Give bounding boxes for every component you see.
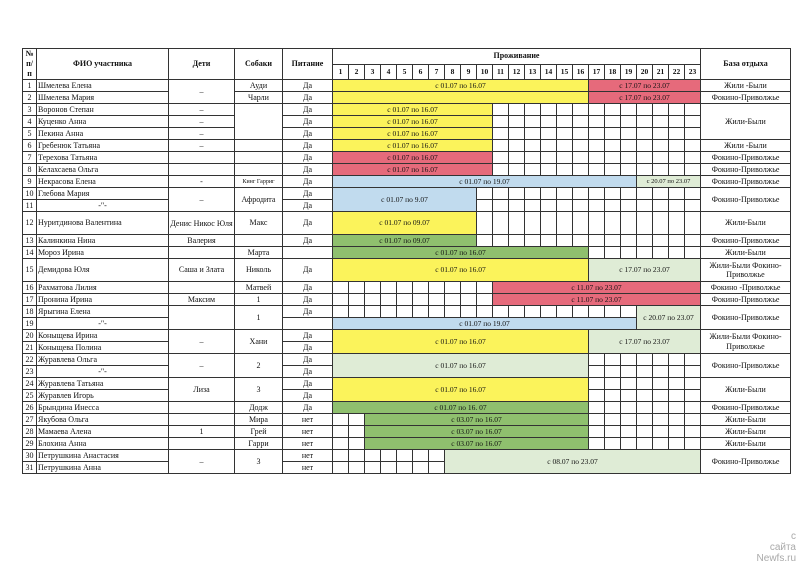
stay-bar: с 08.07 по 23.07 bbox=[445, 450, 701, 474]
day-header: 8 bbox=[445, 64, 461, 80]
day-header: 1 bbox=[333, 64, 349, 80]
table-row bbox=[23, 104, 791, 116]
day-header: 15 bbox=[557, 64, 573, 80]
stay-bar: с 01.07 по 16.07 bbox=[333, 259, 589, 282]
watermark-line-1: с bbox=[791, 531, 796, 542]
food-cell: Да bbox=[283, 366, 333, 378]
base-cell: Жили-Были bbox=[701, 378, 791, 402]
participant-name: Нуритдинова Валентина bbox=[37, 212, 169, 235]
stay-bar: с 01.07 по 9.07 bbox=[333, 188, 477, 212]
food-cell: Да bbox=[283, 212, 333, 235]
table-row bbox=[23, 152, 791, 164]
stay-bar: с 20.07 по 23.07 bbox=[637, 306, 701, 330]
dog-cell: 2 bbox=[235, 354, 283, 378]
row-number: 11 bbox=[23, 200, 37, 212]
row-number: 18 bbox=[23, 306, 37, 318]
stay-bar: с 01.07 по 16.07 bbox=[333, 247, 589, 259]
stay-bar bbox=[333, 92, 589, 104]
food-cell: Да bbox=[283, 235, 333, 247]
day-header: 12 bbox=[509, 64, 525, 80]
row-number: 15 bbox=[23, 259, 37, 282]
food-cell: Да bbox=[283, 342, 333, 354]
children-cell: Валерия bbox=[169, 235, 235, 247]
day-header: 7 bbox=[429, 64, 445, 80]
row-number: 3 bbox=[23, 104, 37, 116]
header-stay: Проживание bbox=[333, 49, 701, 65]
row-number: 5 bbox=[23, 128, 37, 140]
table-row bbox=[23, 247, 791, 259]
food-cell: Да bbox=[283, 354, 333, 366]
stay-bar: с 01.07 по 09.07 bbox=[333, 212, 477, 235]
food-cell: Да bbox=[283, 152, 333, 164]
stay-bar: с 01.07 по 19.07 bbox=[333, 176, 637, 188]
table-row bbox=[23, 259, 791, 282]
food-cell: Да bbox=[283, 128, 333, 140]
day-header: 9 bbox=[461, 64, 477, 80]
row-number: 23 bbox=[23, 366, 37, 378]
row-number: 20 bbox=[23, 330, 37, 342]
day-header: 20 bbox=[637, 64, 653, 80]
header-num: № п/п bbox=[23, 49, 37, 80]
children-cell: Максим bbox=[169, 294, 235, 306]
food-cell: Да bbox=[283, 282, 333, 294]
children-cell: 1 bbox=[169, 426, 235, 438]
participant-name: Глебова Мария bbox=[37, 188, 169, 200]
row-number: 28 bbox=[23, 426, 37, 438]
children-cell: – bbox=[169, 450, 235, 474]
base-cell: Фокино-Приволжье bbox=[701, 164, 791, 176]
participant-name: Журавлев Игорь bbox=[37, 390, 169, 402]
header-children: Дети bbox=[169, 49, 235, 80]
base-cell: Жили-Были bbox=[701, 426, 791, 438]
dog-cell: Кинг Гарриг bbox=[235, 176, 283, 188]
table-row bbox=[23, 140, 791, 152]
day-header: 11 bbox=[493, 64, 509, 80]
row-number: 2 bbox=[23, 92, 37, 104]
food-cell: Да bbox=[283, 294, 333, 306]
row-number: 21 bbox=[23, 342, 37, 354]
participant-name: Коныщева Полина bbox=[37, 342, 169, 354]
base-cell: Жили -Были bbox=[701, 140, 791, 152]
header-base: База отдыха bbox=[701, 49, 791, 80]
table-row bbox=[23, 306, 791, 318]
row-number: 27 bbox=[23, 414, 37, 426]
table-row bbox=[23, 92, 791, 104]
children-cell: Денис Никос Юля bbox=[169, 212, 235, 235]
day-header: 10 bbox=[477, 64, 493, 80]
participant-name: Гребенюк Татьяна bbox=[37, 140, 169, 152]
day-header: 14 bbox=[541, 64, 557, 80]
day-header: 17 bbox=[589, 64, 605, 80]
children-cell: – bbox=[169, 104, 235, 116]
table-row bbox=[23, 378, 791, 390]
stay-bar: с 17.07 по 23.07 bbox=[589, 92, 701, 104]
row-number: 13 bbox=[23, 235, 37, 247]
participant-name: Демидова Юля bbox=[37, 259, 169, 282]
children-cell: – bbox=[169, 188, 235, 212]
dog-cell: Ауди bbox=[235, 80, 283, 92]
participant-name: Шмелева Мария bbox=[37, 92, 169, 104]
base-cell: Жили-Были bbox=[701, 247, 791, 259]
stay-bar: с 17.07 по 23.07 bbox=[589, 80, 701, 92]
stay-bar: с 01.07 по 16.07 bbox=[333, 164, 493, 176]
table-row bbox=[23, 116, 791, 128]
participant-name: Журавлева Татьяна bbox=[37, 378, 169, 390]
participant-name: Пекина Анна bbox=[37, 128, 169, 140]
stay-bar: с 17.07 по 23.07 bbox=[589, 259, 701, 282]
day-header: 18 bbox=[605, 64, 621, 80]
row-number: 8 bbox=[23, 164, 37, 176]
food-cell: нет bbox=[283, 462, 333, 474]
food-cell: Да bbox=[283, 104, 333, 116]
participant-name: -"- bbox=[37, 366, 169, 378]
stay-bar: с 20.07 по 23.07 bbox=[637, 176, 701, 188]
food-cell: Да bbox=[283, 92, 333, 104]
food-cell: нет bbox=[283, 426, 333, 438]
food-cell: Да bbox=[283, 188, 333, 200]
row-number: 24 bbox=[23, 378, 37, 390]
participant-name: Мороз Ирина bbox=[37, 247, 169, 259]
food-cell: нет bbox=[283, 450, 333, 462]
watermark-line-3: Newfs.ru bbox=[756, 553, 796, 564]
children-cell: – bbox=[169, 354, 235, 378]
dog-cell: Мира bbox=[235, 414, 283, 426]
row-number: 25 bbox=[23, 390, 37, 402]
base-cell: Фокино-Приволжье bbox=[701, 402, 791, 414]
base-cell: Жили-Были bbox=[701, 438, 791, 450]
day-header: 19 bbox=[621, 64, 637, 80]
food-cell: Да bbox=[283, 378, 333, 390]
base-cell: Жили-Были Фокино-Приволжье bbox=[701, 330, 791, 354]
children-cell: – bbox=[169, 128, 235, 140]
participant-name: Некрасова Елена bbox=[37, 176, 169, 188]
day-header: 2 bbox=[349, 64, 365, 80]
food-cell: Да bbox=[283, 200, 333, 212]
children-cell: – bbox=[169, 330, 235, 354]
participant-name: -"- bbox=[37, 318, 169, 330]
base-cell: Фокино-Приволжье bbox=[701, 92, 791, 104]
food-cell: Да bbox=[283, 80, 333, 92]
stay-bar: с 01.07 по 19.07 bbox=[333, 318, 637, 330]
day-header: 4 bbox=[381, 64, 397, 80]
dog-cell: Чарли bbox=[235, 92, 283, 104]
table-row bbox=[23, 354, 791, 366]
table-row bbox=[23, 235, 791, 247]
base-cell: Жили-Были bbox=[701, 414, 791, 426]
dog-cell: 1 bbox=[235, 306, 283, 330]
dog-cell: Гарри bbox=[235, 438, 283, 450]
children-cell: Саша и Злата bbox=[169, 259, 235, 282]
stay-bar: с 01.07 по 16.07 bbox=[333, 354, 589, 378]
participant-name: Ярыгина Елена bbox=[37, 306, 169, 318]
base-cell: Фокино-Приволжье bbox=[701, 188, 791, 212]
row-number: 6 bbox=[23, 140, 37, 152]
children-cell: – bbox=[169, 140, 235, 152]
row-number: 19 bbox=[23, 318, 37, 330]
base-cell: Фокино-Приволжье bbox=[701, 294, 791, 306]
stay-bar: с 11.07 по 23.07 bbox=[493, 282, 701, 294]
participant-name: Брындина Инесса bbox=[37, 402, 169, 414]
row-number: 17 bbox=[23, 294, 37, 306]
dog-cell: Матвей bbox=[235, 282, 283, 294]
day-header: 3 bbox=[365, 64, 381, 80]
stay-bar: с 17.07 по 23.07 bbox=[589, 330, 701, 354]
stay-bar: с 01.07 по 16.07 bbox=[333, 128, 493, 140]
accommodation-table bbox=[22, 48, 791, 474]
base-cell: Жили-Были bbox=[701, 104, 791, 140]
dog-cell: Хани bbox=[235, 330, 283, 354]
stay-bar: с 01.07 по 09.07 bbox=[333, 235, 477, 247]
participant-name: Мамаева Алена bbox=[37, 426, 169, 438]
base-cell: Фокино -Приволжье bbox=[701, 282, 791, 294]
row-number: 26 bbox=[23, 402, 37, 414]
base-cell: Фокино-Приволжье bbox=[701, 306, 791, 330]
stay-bar: с 03.07 по 16.07 bbox=[365, 426, 589, 438]
participant-name: Пронина Ирина bbox=[37, 294, 169, 306]
table-row bbox=[23, 212, 791, 235]
stay-bar: с 01.07 по 16.07 bbox=[333, 116, 493, 128]
stay-bar: с 01.07 по 16.07 bbox=[333, 330, 589, 354]
stay-bar: с 01.07 по 16.07 bbox=[333, 152, 493, 164]
row-number: 1 bbox=[23, 80, 37, 92]
participant-name: Калинкина Нина bbox=[37, 235, 169, 247]
base-cell: Фокино-Приволжье bbox=[701, 176, 791, 188]
food-cell: Да bbox=[283, 390, 333, 402]
food-cell: Да bbox=[283, 402, 333, 414]
stay-bar: с 01.07 по 16.07 bbox=[333, 378, 589, 402]
day-header: 16 bbox=[573, 64, 589, 80]
header-food: Питание bbox=[283, 49, 333, 80]
table-row bbox=[23, 164, 791, 176]
stay-bar: с 01.07 по 16. 07 bbox=[333, 402, 589, 414]
base-cell: Фокино-Приволжье bbox=[701, 354, 791, 378]
participant-name: Якубова Ольга bbox=[37, 414, 169, 426]
dog-cell: Афродита bbox=[235, 188, 283, 212]
participant-name: -"- bbox=[37, 200, 169, 212]
table-row bbox=[23, 80, 791, 92]
dog-cell: Николь bbox=[235, 259, 283, 282]
table-row bbox=[23, 282, 791, 294]
participant-name: Журавлева Ольга bbox=[37, 354, 169, 366]
stay-bar: с 11.07 по 23.07 bbox=[493, 294, 701, 306]
stay-bar: с 01.07 по 16.07 bbox=[333, 104, 493, 116]
base-cell: Жили-Были Фокино-Приволжье bbox=[701, 259, 791, 282]
table-row bbox=[23, 438, 791, 450]
dog-cell: Грей bbox=[235, 426, 283, 438]
dog-cell: Додж bbox=[235, 402, 283, 414]
day-header: 23 bbox=[685, 64, 701, 80]
food-cell: нет bbox=[283, 438, 333, 450]
base-cell: Жили -Были bbox=[701, 80, 791, 92]
day-header: 13 bbox=[525, 64, 541, 80]
stay-bar: с 03.07 по 16.07 bbox=[365, 438, 589, 450]
children-cell: Лиза bbox=[169, 378, 235, 402]
table-row bbox=[23, 176, 791, 188]
row-number: 31 bbox=[23, 462, 37, 474]
children-cell: – bbox=[169, 116, 235, 128]
participant-name: Петрушкина Анастасия bbox=[37, 450, 169, 462]
row-number: 29 bbox=[23, 438, 37, 450]
dog-cell: Макс bbox=[235, 212, 283, 235]
dog-cell: 1 bbox=[235, 294, 283, 306]
dog-cell: 3 bbox=[235, 378, 283, 402]
table-row bbox=[23, 414, 791, 426]
participant-name: Шмелева Елена bbox=[37, 80, 169, 92]
day-header: 22 bbox=[669, 64, 685, 80]
food-cell: Да bbox=[283, 259, 333, 282]
participant-name: Рахматова Лилия bbox=[37, 282, 169, 294]
row-number: 22 bbox=[23, 354, 37, 366]
children-cell: - bbox=[169, 176, 235, 188]
day-header: 5 bbox=[397, 64, 413, 80]
row-number: 14 bbox=[23, 247, 37, 259]
participant-name: Воронов Степан bbox=[37, 104, 169, 116]
table-row bbox=[23, 450, 791, 462]
stay-bar: с 03.07 по 16.07 bbox=[365, 414, 589, 426]
base-cell: Фокино-Приволжье bbox=[701, 152, 791, 164]
table-row bbox=[23, 294, 791, 306]
children-cell: – bbox=[169, 80, 235, 104]
row-number: 7 bbox=[23, 152, 37, 164]
table-row bbox=[23, 128, 791, 140]
food-cell: Да bbox=[283, 140, 333, 152]
base-cell: Фокино-Приволжье bbox=[701, 235, 791, 247]
participant-name: Терехова Татьяна bbox=[37, 152, 169, 164]
stay-bar: с 01.07 по 16.07 bbox=[333, 140, 493, 152]
participant-name: Куценко Анна bbox=[37, 116, 169, 128]
row-number: 4 bbox=[23, 116, 37, 128]
participant-name: Коныщева Ирина bbox=[37, 330, 169, 342]
food-cell: Да bbox=[283, 176, 333, 188]
header-dogs: Собаки bbox=[235, 49, 283, 80]
row-number: 16 bbox=[23, 282, 37, 294]
day-header: 6 bbox=[413, 64, 429, 80]
base-cell: Жили-Были bbox=[701, 212, 791, 235]
watermark-line-2: сайта bbox=[769, 542, 796, 553]
table-row bbox=[23, 426, 791, 438]
day-header: 21 bbox=[653, 64, 669, 80]
table-row bbox=[23, 330, 791, 342]
food-cell: Да bbox=[283, 116, 333, 128]
food-cell: нет bbox=[283, 414, 333, 426]
participant-name: Петрушкина Анна bbox=[37, 462, 169, 474]
stay-bar: с 01.07 по 16.07 bbox=[333, 80, 589, 92]
table-row bbox=[23, 402, 791, 414]
food-cell: Да bbox=[283, 164, 333, 176]
table-row bbox=[23, 188, 791, 200]
header-name: ФИО участника bbox=[37, 49, 169, 80]
participant-name: Келахсаева Ольга bbox=[37, 164, 169, 176]
dog-cell: 3 bbox=[235, 450, 283, 474]
participant-name: Блохина Анна bbox=[37, 438, 169, 450]
food-cell: Да bbox=[283, 330, 333, 342]
row-number: 12 bbox=[23, 212, 37, 235]
row-number: 9 bbox=[23, 176, 37, 188]
row-number: 10 bbox=[23, 188, 37, 200]
food-cell: Да bbox=[283, 306, 333, 318]
row-number: 30 bbox=[23, 450, 37, 462]
dog-cell: Марта bbox=[235, 247, 283, 259]
base-cell: Фокино-Приволжье bbox=[701, 450, 791, 474]
